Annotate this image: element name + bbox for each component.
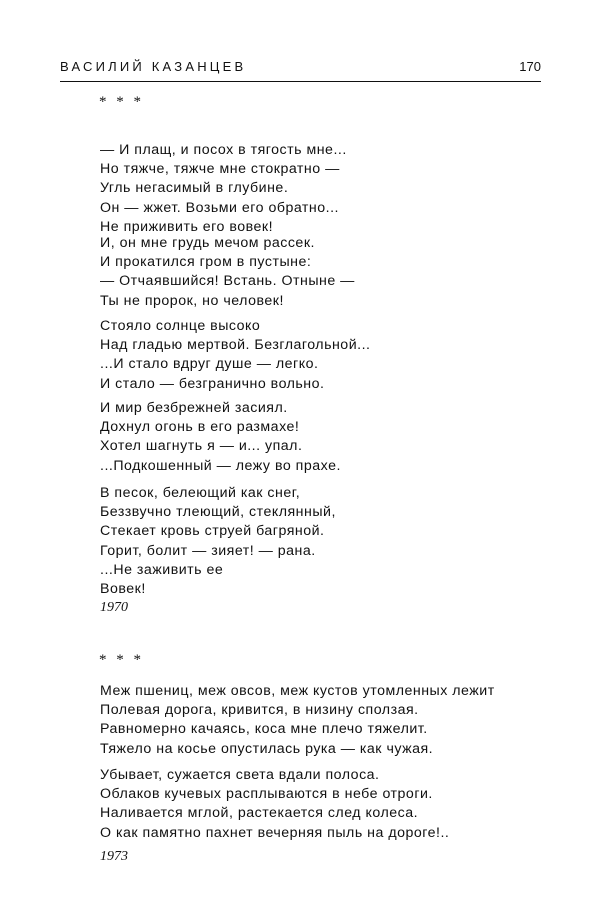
verse-line: Облаков кучевых расплываются в небе отроги. [100,786,433,803]
poem-separator: * * * [99,652,141,668]
verse-line: Убывает, сужается света вдали полоса. [100,767,380,783]
verse-line: Хотел шагнуть я — и... упал. [100,438,303,455]
verse-line: Не приживить его вовек! [100,218,274,235]
verse-line: ...Не заживить ее [100,561,224,578]
stanza [100,141,347,237]
verse-line: Вовек! [100,581,146,598]
verse-line: Тяжело на косье опустилась рука — как чужая. [100,740,434,757]
verse-line: Но тяжче, тяжче мне стократно — [100,161,340,178]
verse-line: Над гладью мертвой. Безглагольной... [100,337,371,354]
verse-line: — Отчаявшийся! Встань. Отныне — [100,273,355,290]
verse-line: Стояло солнце высоко [100,318,261,334]
verse-line: — И плащ, и посох в тягость мне... [100,142,347,158]
stanza [100,234,355,311]
verse-line: Дохнул огонь в его размахе! [100,419,300,436]
verse-line: И прокатился гром в пустыне: [100,254,312,271]
verse-line: Наливается мглой, растекается след колеса. [100,805,419,822]
verse-line: Он — жжет. Возьми его обратно... [100,199,339,216]
verse-line: И мир безбрежней засиял. [100,400,288,416]
poem-separator: * * * [99,94,141,110]
verse-line: В песок, белеющий как снег, [100,485,301,501]
stanza [100,317,370,394]
verse-line: О как памятно пахнет вечерняя пыль на дороге!.. [100,824,450,841]
verse-line: И стало — безгранично вольно. [100,375,325,392]
author-name: ВАСИЛИЙ КАЗАНЦЕВ [60,59,247,74]
verse-line: Полевая дорога, кривится, в низину сползая. [100,702,419,719]
verse-line: Горит, болит — зияет! — рана. [100,542,316,559]
poem-year: 1970 [100,600,128,615]
verse-line: Стекает кровь струей багряной. [100,523,325,540]
verse-line: И, он мне грудь мечом рассек. [100,235,315,251]
verse-line: ...И стало вдруг душе — легко. [100,356,319,373]
poem-year: 1973 [100,849,128,864]
verse-line: Ты не пророк, но человек! [100,292,284,309]
stanza [100,484,336,599]
verse-line: Равномерно качаясь, коса мне плечо тяжелит. [100,721,428,738]
stanza [100,682,495,759]
verse-line: ...Подкошенный — лежу во прахе. [100,457,341,474]
verse-line: Меж пшениц, меж овсов, меж кустов утомленных лежит [100,683,495,699]
stanza [100,766,449,843]
running-header [60,57,541,82]
verse-line: Угль негасимый в глубине. [100,180,289,197]
verse-line: Беззвучно тлеющий, стеклянный, [100,504,336,521]
page-number: 170 [519,59,541,74]
stanza [100,399,341,476]
